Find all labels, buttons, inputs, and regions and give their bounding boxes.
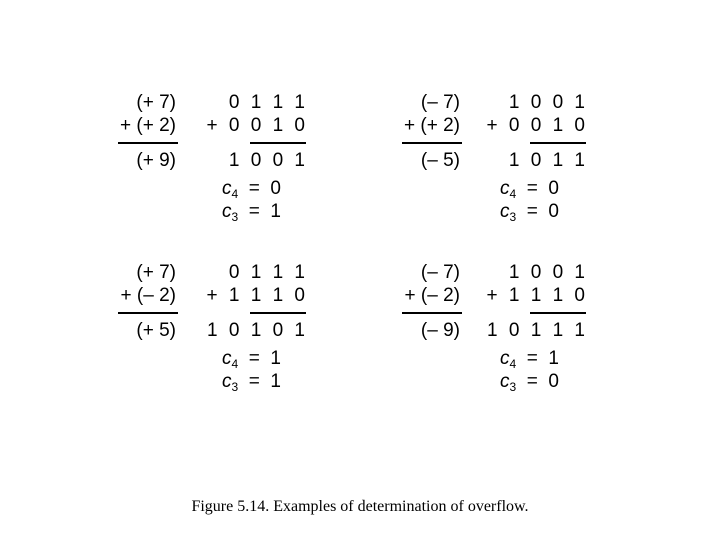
operand-b-decimal: + (– 2) [404,285,460,306]
sum-rule-decimal [402,142,462,144]
sum-rule-binary [250,142,306,144]
operand-a-decimal: (+ 7) [136,262,176,283]
operand-b-decimal: + (+ 2) [120,115,176,136]
carry-c3: $c_3 = 1$ [222,201,281,224]
operand-a-binary: 0 1 1 1 [228,92,308,113]
sum-decimal: (+ 5) [136,320,176,341]
operand-b-decimal: + (– 2) [120,285,176,306]
carry-c3: $c_3 = 1$ [222,371,281,394]
sum-binary: 1 0 1 1 1 [487,320,588,341]
sum-rule-decimal [402,312,462,314]
operand-a-decimal: (+ 7) [136,92,176,113]
sum-decimal: (– 9) [420,320,460,341]
carry-c4: $c_4 = 1$ [222,348,281,371]
sum-rule-binary [530,312,586,314]
operand-a-decimal: (– 7) [420,92,460,113]
sum-rule-decimal [118,312,178,314]
operand-b-binary: + 1 1 1 0 [206,285,308,306]
carry-c4: $c_4 = 0$ [222,178,281,201]
sum-decimal: (+ 9) [136,150,176,171]
sum-binary: 1 0 0 1 [228,150,308,171]
sum-rule-binary [250,312,306,314]
operand-a-binary: 1 0 0 1 [508,262,588,283]
operand-a-decimal: (– 7) [420,262,460,283]
sum-binary: 1 0 1 1 [508,150,588,171]
sum-decimal: (– 5) [420,150,460,171]
carry-c3: $c_3 = 0$ [500,371,559,394]
carry-c4: $c_4 = 1$ [500,348,559,371]
carry-c3: $c_3 = 0$ [500,201,559,224]
operand-a-binary: 0 1 1 1 [228,262,308,283]
figure-caption: Figure 5.14. Examples of determination of overflow. [191,498,529,515]
sum-rule-binary [530,142,586,144]
sum-rule-decimal [118,142,178,144]
carry-c4: $c_4 = 0$ [500,178,559,201]
operand-b-decimal: + (+ 2) [404,115,460,136]
operand-b-binary: + 0 0 1 0 [206,115,308,136]
operand-a-binary: 1 0 0 1 [508,92,588,113]
sum-binary: 1 0 1 0 1 [207,320,308,341]
operand-b-binary: + 0 0 1 0 [486,115,588,136]
operand-b-binary: + 1 1 1 0 [486,285,588,306]
